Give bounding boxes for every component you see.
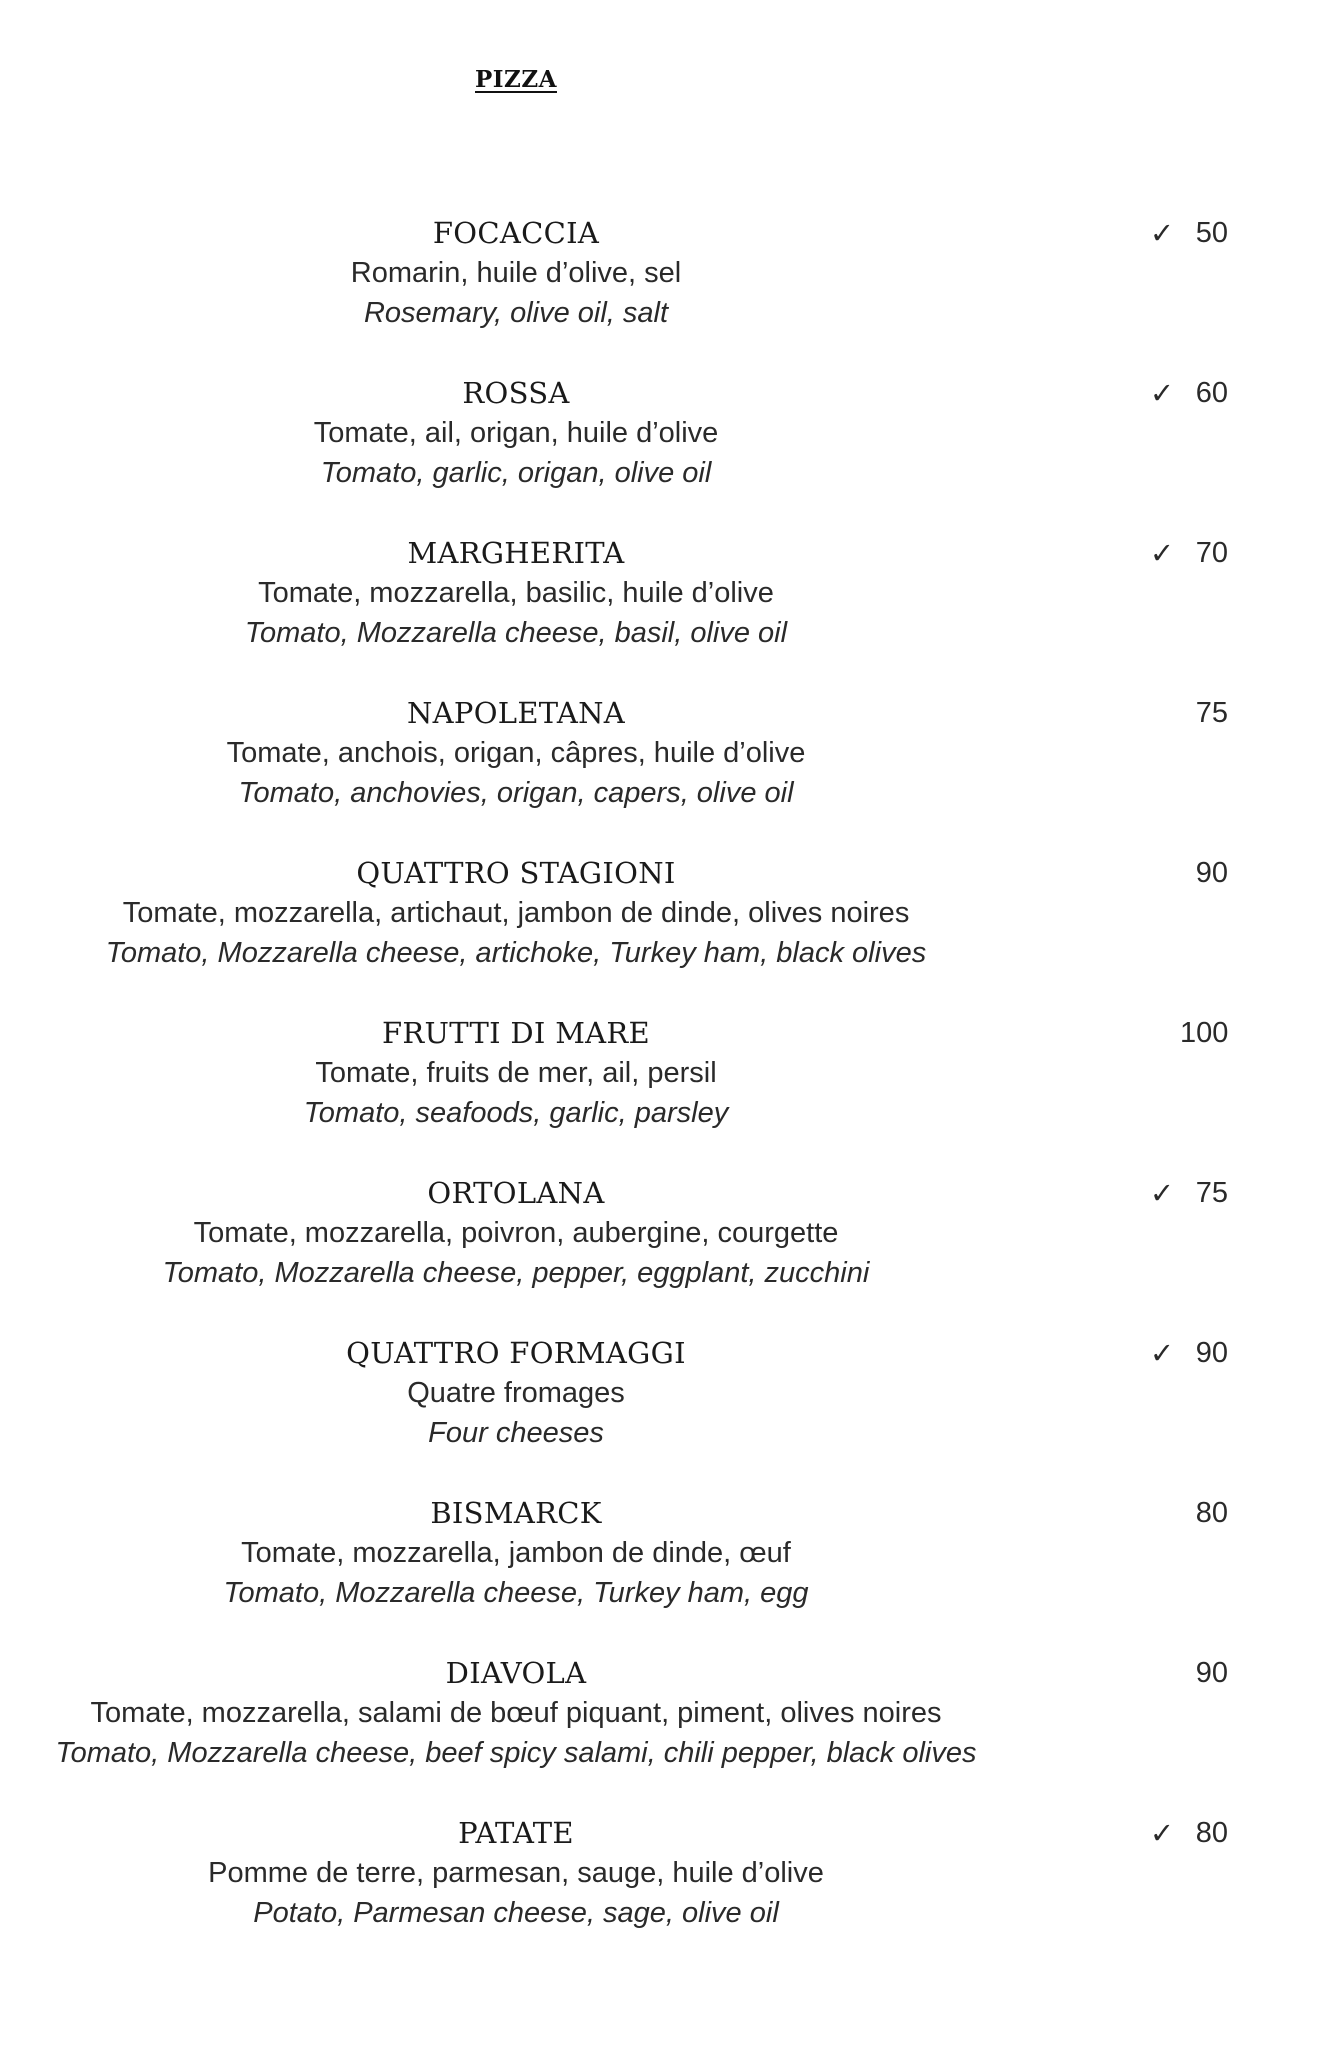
- item-description-en: Tomato, Mozzarella cheese, artichoke, Turkey ham, black olives: [105, 937, 927, 969]
- item-description-fr: Tomate, mozzarella, jambon de dinde, œuf: [241, 1537, 791, 1569]
- item-description-en: Potato, Parmesan cheese, sage, olive oil: [253, 1897, 779, 1929]
- item-name: QUATTRO STAGIONI: [356, 856, 676, 890]
- item-price: 60: [1195, 377, 1228, 409]
- item-price: 80: [1195, 1817, 1228, 1849]
- menu-item-diavola: [0, 1653, 1321, 1813]
- menu-list: [0, 213, 1321, 1973]
- item-description-en: Tomato, Mozzarella cheese, basil, olive oil: [244, 617, 788, 649]
- menu-item-quattro-stagioni: [0, 853, 1321, 1013]
- item-description-fr: Tomate, fruits de mer, ail, persil: [315, 1057, 717, 1089]
- item-name: ORTOLANA: [427, 1176, 605, 1210]
- menu-item-quattro-formaggi: [0, 1333, 1321, 1493]
- menu-item-ortolana: [0, 1173, 1321, 1333]
- item-description-fr: Tomate, mozzarella, basilic, huile d’olive: [258, 577, 774, 609]
- menu-item-focaccia: [0, 213, 1321, 373]
- item-description-fr: Quatre fromages: [407, 1377, 625, 1409]
- item-price: 50: [1195, 217, 1228, 249]
- menu-item-napoletana: [0, 693, 1321, 853]
- item-price: 90: [1195, 1337, 1228, 1369]
- item-name: ROSSA: [462, 376, 570, 410]
- item-description-en: Tomato, seafoods, garlic, parsley: [303, 1097, 729, 1129]
- item-description-en: Tomato, Mozzarella cheese, pepper, eggplant, zucchini: [162, 1257, 870, 1289]
- item-name: QUATTRO FORMAGGI: [346, 1336, 686, 1370]
- item-price: 75: [1195, 1177, 1228, 1209]
- vegetarian-check-icon: ✓: [1149, 216, 1175, 250]
- menu-item-patate: [0, 1813, 1321, 1973]
- item-description-en: Tomato, garlic, origan, olive oil: [320, 457, 712, 489]
- item-description-en: Rosemary, olive oil, salt: [363, 297, 669, 329]
- item-name: PATATE: [458, 1816, 574, 1850]
- item-price: 70: [1195, 537, 1228, 569]
- menu-item-bismarck: [0, 1493, 1321, 1653]
- item-name: FRUTTI DI MARE: [381, 1016, 651, 1050]
- item-description-en: Tomato, Mozzarella cheese, Turkey ham, egg: [223, 1577, 809, 1609]
- item-description-fr: Tomate, mozzarella, salami de bœuf piquant, piment, olives noires: [90, 1697, 942, 1729]
- item-price: 90: [1195, 1657, 1228, 1689]
- vegetarian-check-icon: ✓: [1149, 1176, 1175, 1210]
- vegetarian-check-icon: ✓: [1149, 376, 1175, 410]
- item-description-fr: Pomme de terre, parmesan, sauge, huile d’olive: [208, 1857, 824, 1889]
- item-description-en: Tomato, Mozzarella cheese, beef spicy salami, chili pepper, black olives: [55, 1737, 977, 1769]
- item-price: 90: [1195, 857, 1228, 889]
- item-name: FOCACCIA: [432, 216, 600, 250]
- item-description-en: Tomato, anchovies, origan, capers, olive oil: [238, 777, 794, 809]
- menu-item-rossa: [0, 373, 1321, 533]
- item-description-en: Four cheeses: [428, 1417, 604, 1449]
- vegetarian-check-icon: ✓: [1149, 1336, 1175, 1370]
- section-title: PIZZA: [475, 66, 557, 93]
- item-description-fr: Tomate, mozzarella, artichaut, jambon de dinde, olives noires: [122, 897, 910, 929]
- item-name: NAPOLETANA: [406, 696, 626, 730]
- item-description-fr: Tomate, ail, origan, huile d’olive: [313, 417, 719, 449]
- item-price: 100: [1180, 1017, 1229, 1049]
- item-name: MARGHERITA: [407, 536, 625, 570]
- item-description-fr: Tomate, mozzarella, poivron, aubergine, courgette: [193, 1217, 839, 1249]
- menu-item-frutti-di-mare: [0, 1013, 1321, 1173]
- menu-item-margherita: [0, 533, 1321, 693]
- item-description-fr: Tomate, anchois, origan, câpres, huile d’olive: [226, 737, 806, 769]
- item-name: DIAVOLA: [445, 1656, 587, 1690]
- item-price: 75: [1195, 697, 1228, 729]
- item-name: BISMARCK: [430, 1496, 602, 1530]
- item-description-fr: Romarin, huile d’olive, sel: [350, 257, 682, 289]
- vegetarian-check-icon: ✓: [1149, 1816, 1175, 1850]
- item-price: 80: [1195, 1497, 1228, 1529]
- vegetarian-check-icon: ✓: [1149, 536, 1175, 570]
